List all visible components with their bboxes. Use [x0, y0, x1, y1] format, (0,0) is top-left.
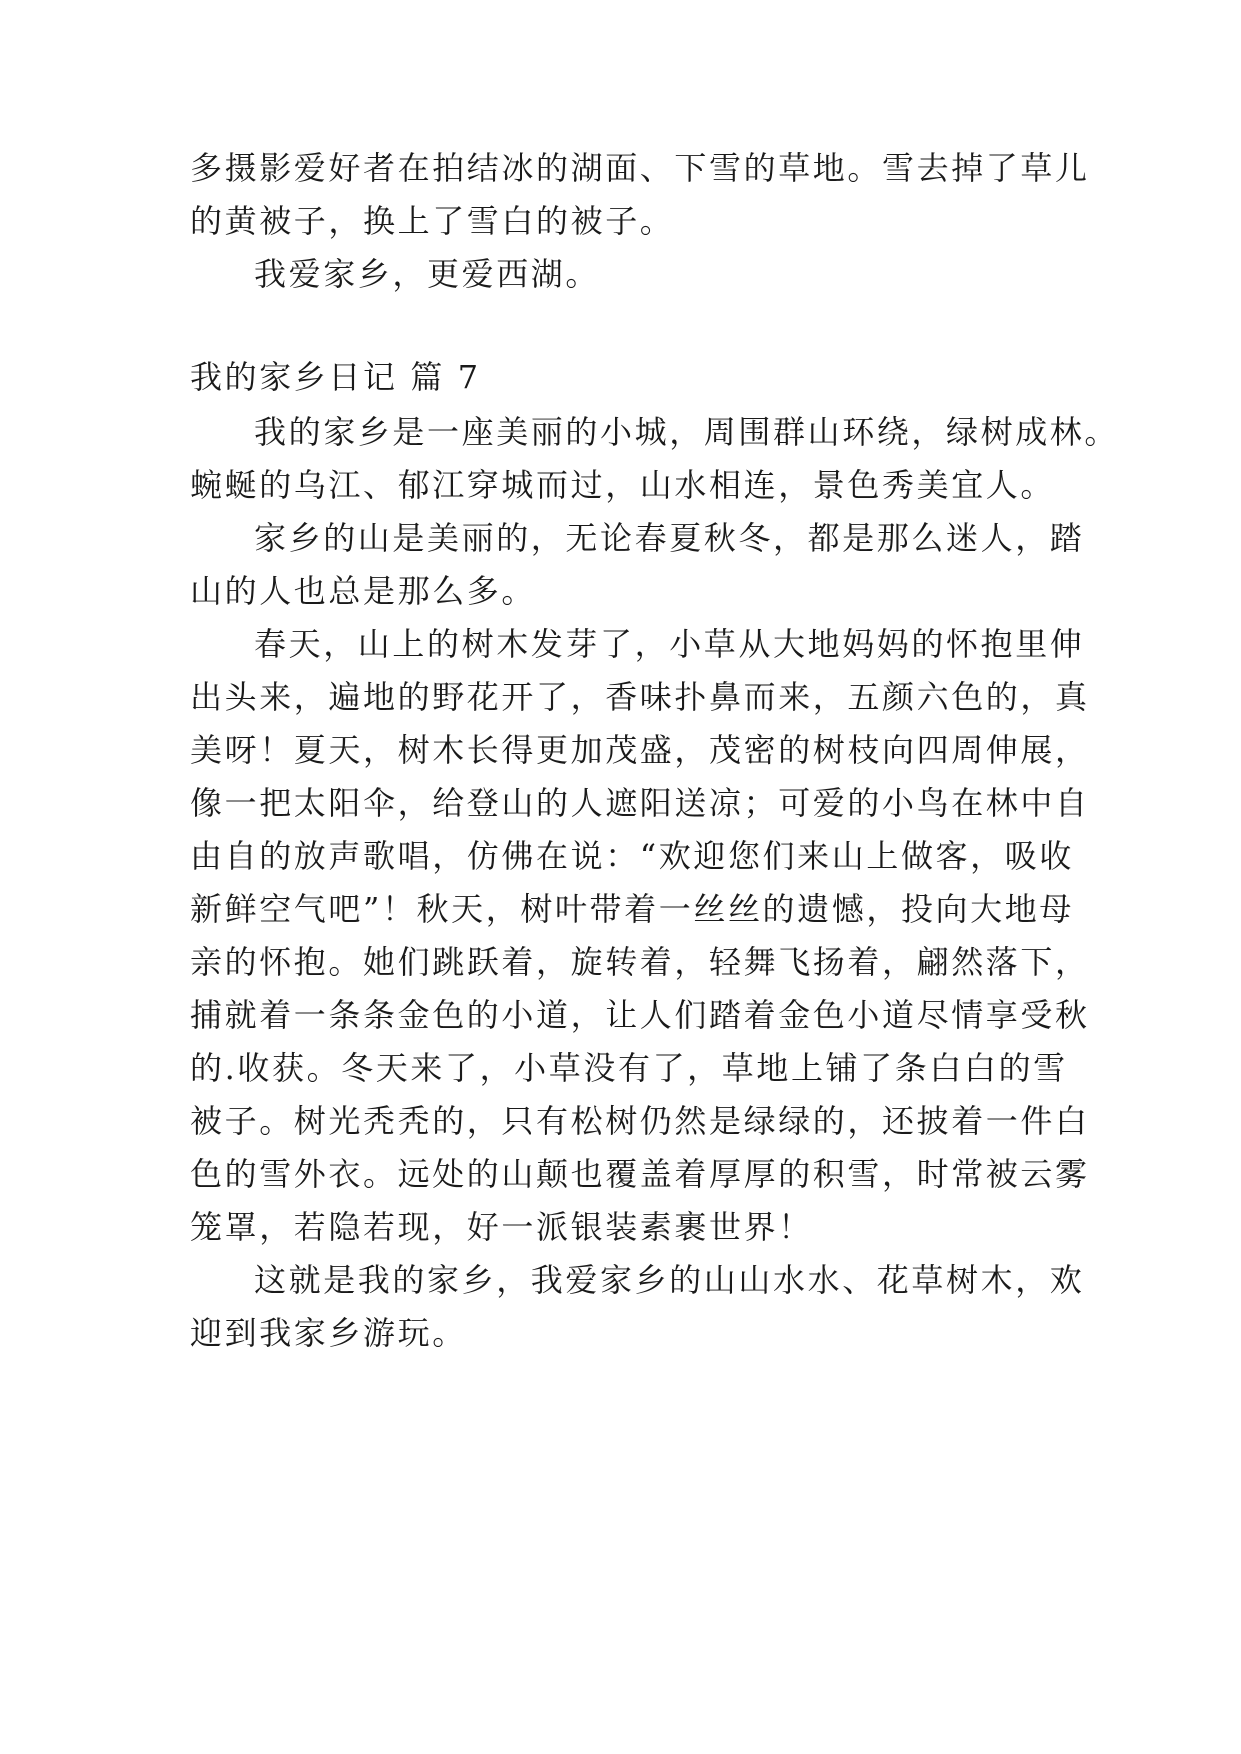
body-line: 笼罩，若隐若现，好一派银装素裹世界！ — [190, 1208, 813, 1246]
body-line: 被子。树光秃秃的，只有松树仍然是绿绿的，还披着一件白 — [190, 1102, 1090, 1140]
body-line: 我爱家乡，更爱西湖。 — [254, 255, 601, 293]
section-heading: 我的家乡日记 篇 7 — [190, 358, 481, 396]
body-line: 我的家乡是一座美丽的小城，周围群山环绕，绿树成林。 — [254, 413, 1120, 451]
body-line: 亲的怀抱。她们跳跃着，旋转着，轻舞飞扬着，翩然落下， — [190, 943, 1090, 981]
body-line: 捕就着一条条金色的小道，让人们踏着金色小道尽情享受秋 — [190, 996, 1090, 1034]
body-line: 多摄影爱好者在拍结冰的湖面、下雪的草地。雪去掉了草儿 — [190, 149, 1090, 187]
body-line: 春天，山上的树木发芽了，小草从大地妈妈的怀抱里伸 — [254, 625, 1085, 663]
body-line: 的黄被子，换上了雪白的被子。 — [190, 202, 675, 240]
body-line: 新鲜空气吧”！秋天，树叶带着一丝丝的遗憾，投向大地母 — [190, 890, 1074, 928]
body-line: 色的雪外衣。远处的山颠也覆盖着厚厚的积雪，时常被云雾 — [190, 1155, 1090, 1193]
body-line: 美呀！夏天，树木长得更加茂盛，茂密的树枝向四周伸展， — [190, 731, 1090, 769]
body-line: 蜿蜒的乌江、郁江穿城而过，山水相连，景色秀美宜人。 — [190, 466, 1056, 504]
body-line: 这就是我的家乡，我爱家乡的山山水水、花草树木，欢 — [254, 1261, 1085, 1299]
body-line: 出头来，遍地的野花开了，香味扑鼻而来，五颜六色的，真 — [190, 678, 1090, 716]
body-line: 迎到我家乡游玩。 — [190, 1314, 467, 1352]
body-line: 家乡的山是美丽的，无论春夏秋冬，都是那么迷人，踏 — [254, 519, 1085, 557]
body-line: 山的人也总是那么多。 — [190, 572, 537, 610]
body-line: 的.收获。冬天来了，小草没有了，草地上铺了条白白的雪 — [190, 1049, 1068, 1087]
body-line: 像一把太阳伞，给登山的人遮阳送凉；可爱的小鸟在林中自 — [190, 784, 1090, 822]
body-line: 由自的放声歌唱，仿佛在说：“欢迎您们来山上做客，吸收 — [190, 837, 1074, 875]
